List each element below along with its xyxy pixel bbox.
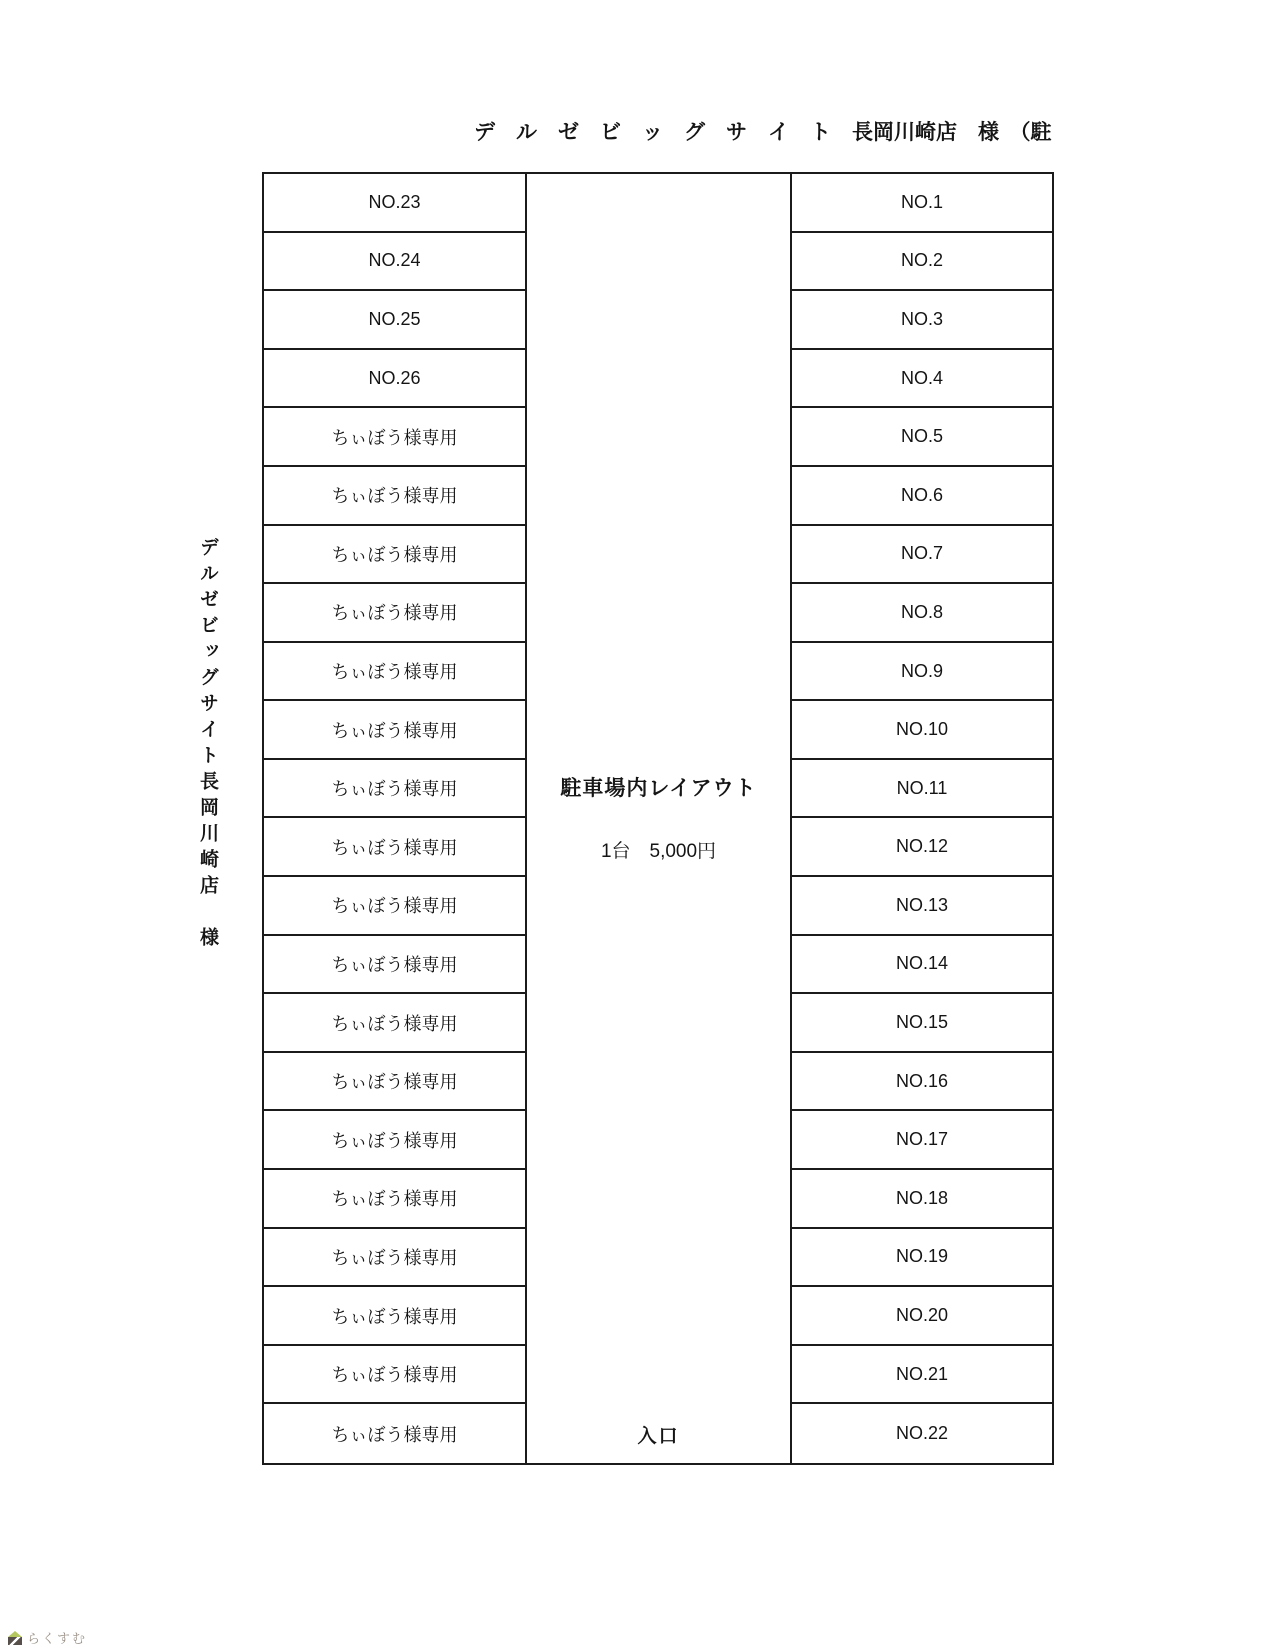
- parking-space-cell: NO.26: [264, 350, 525, 409]
- parking-space-cell: NO.11: [792, 760, 1052, 819]
- parking-space-cell: ちぃぼう様専用: [264, 1229, 525, 1288]
- parking-space-cell: ちぃぼう様専用: [264, 526, 525, 585]
- parking-space-cell: ちぃぼう様専用: [264, 994, 525, 1053]
- parking-space-cell: NO.22: [895, 1423, 949, 1444]
- parking-space-cell: NO.16: [792, 1053, 1052, 1112]
- parking-space-cell: NO.10: [792, 701, 1052, 760]
- entrance-label: 入口: [637, 1426, 680, 1447]
- parking-space-cell: ちぃぼう様専用: [264, 936, 525, 995]
- parking-space-cell: NO.17: [792, 1111, 1052, 1170]
- parking-space-cell: ちぃぼう様専用: [264, 584, 525, 643]
- parking-space-cell: ちぃぼう様専用: [264, 1346, 525, 1405]
- parking-space-cell: NO.18: [792, 1170, 1052, 1229]
- parking-space-cell: NO.5: [792, 408, 1052, 467]
- parking-space-cell: ちぃぼう様専用: [264, 1053, 525, 1112]
- parking-space-cell: NO.3: [792, 291, 1052, 350]
- parking-space-cell: NO.15: [792, 994, 1052, 1053]
- parking-space-cell: NO.21: [792, 1346, 1052, 1405]
- parking-space-cell: ちぃぼう様専用: [264, 467, 525, 526]
- parking-space-cell: NO.24: [264, 233, 525, 292]
- parking-column-right: [790, 172, 1054, 1465]
- parking-space-cell: ちぃぼう様専用: [264, 1287, 525, 1346]
- parking-space-cell: ちぃぼう様専用: [264, 1170, 525, 1229]
- side-customer-label: デルゼビッグサイト長岡川崎店 様: [197, 537, 218, 953]
- parking-space-cell: NO.6: [792, 467, 1052, 526]
- parking-space-cell: NO.2: [792, 233, 1052, 292]
- parking-space-cell: NO.19: [792, 1229, 1052, 1288]
- parking-space-cell: NO.8: [792, 584, 1052, 643]
- logo-text: らくすむ: [27, 1631, 88, 1646]
- parking-space-cell: ちぃぼう様専用: [264, 1111, 525, 1170]
- parking-space-cell: NO.25: [264, 291, 525, 350]
- layout-title-label: 駐車場内レイアウト: [560, 777, 757, 800]
- parking-space-cell: NO.20: [792, 1287, 1052, 1346]
- parking-space-cell: NO.4: [792, 350, 1052, 409]
- house-icon: [8, 1631, 22, 1645]
- parking-space-cell: NO.12: [792, 818, 1052, 877]
- parking-space-cell: ちぃぼう様専用: [264, 818, 525, 877]
- parking-space-cell: ちぃぼう様専用: [264, 877, 525, 936]
- parking-column-left: [262, 172, 527, 1465]
- parking-space-cell: ちぃぼう様専用: [264, 408, 525, 467]
- price-label: 1台 5,000円: [600, 841, 717, 862]
- parking-center-area: [525, 172, 792, 1465]
- house-base-shape: [8, 1637, 22, 1645]
- rakusumu-logo: [8, 1628, 87, 1647]
- parking-space-cell: ちぃぼう様専用: [264, 643, 525, 702]
- parking-space-cell: NO.7: [792, 526, 1052, 585]
- parking-space-cell: NO.9: [792, 643, 1052, 702]
- parking-space-cell: NO.23: [264, 174, 525, 233]
- parking-space-cell: ちぃぼう様専用: [264, 701, 525, 760]
- parking-space-cell: ちぃぼう様専用: [331, 1424, 458, 1445]
- parking-space-cell: NO.13: [792, 877, 1052, 936]
- parking-space-cell: NO.1: [792, 174, 1052, 233]
- parking-space-cell: NO.14: [792, 936, 1052, 995]
- page-title: デ ル ゼ ビ ッ グ サ イ ト 長岡川崎店 様 （駐: [474, 121, 1052, 144]
- parking-space-cell: ちぃぼう様専用: [264, 760, 525, 819]
